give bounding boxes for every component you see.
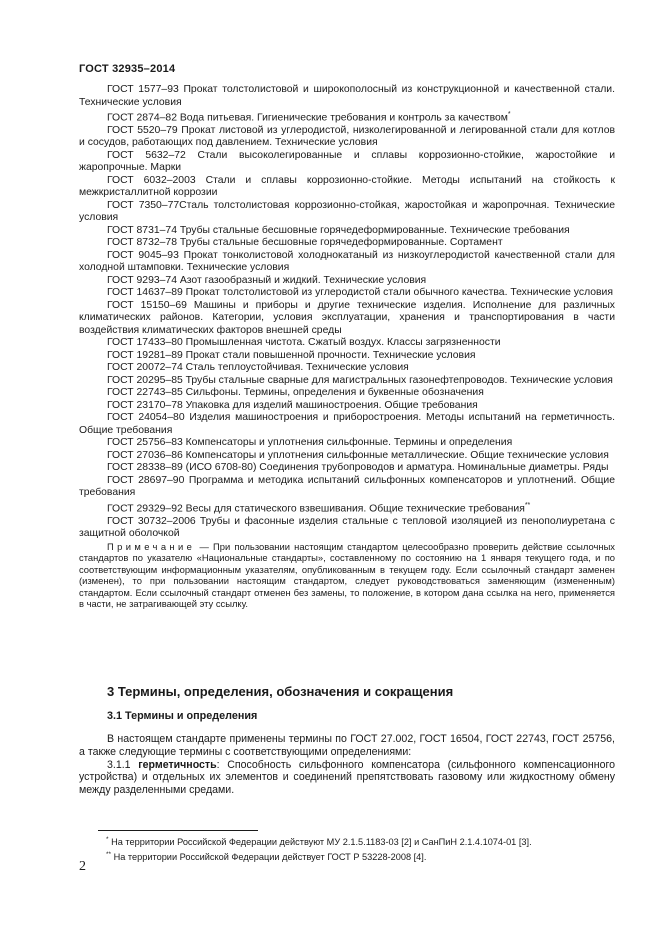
reference-text: ГОСТ 22743–85 Сильфоны. Термины, определения и буквенные обозначения bbox=[107, 387, 484, 399]
footnote-2 bbox=[106, 849, 532, 864]
reference-list bbox=[79, 84, 615, 541]
reference-text: ГОСТ 17433–80 Промышленная чистота. Сжатый воздух. Классы загрязненности bbox=[107, 337, 501, 349]
reference-text: ГОСТ 30732–2006 Трубы и фасонные изделия стальные с тепловой изоляцией из пенополиуретана с защитной оболочкой bbox=[79, 515, 615, 540]
term-definition: : Способность сильфонного компенсатора (сильфонного компенсационного устройства) и отдельных их элементов и соединений препятствовать газовому или жидкостному обмену между разделенными средами. bbox=[79, 758, 616, 797]
term-paragraph bbox=[79, 759, 615, 797]
reference-item bbox=[79, 150, 615, 175]
reference-item bbox=[79, 225, 615, 238]
note-text: — При пользовании настоящим стандартом целесообразно проверить действие ссылочных стандартов по указателю «Национальные стандарты», составленному по состоянию на 1 января текущего года, и по соответствующим информационным указателям, опубликованным в текущем году. Если ссылочный стандарт заменен (изменен), то при пользовании настоящим стандартом, следует руководствоваться заменяющим (измененным) стандартом. Если ссылочный стандарт отменен без замены, то положение, в котором дана ссылка на него, применяется в части, не затрагивающей эту ссылку. bbox=[79, 540, 615, 610]
reference-text: ГОСТ 28697–90 Программа и методика испытаний сильфонных компенсаторов и уплотнений. Общие требования bbox=[79, 474, 615, 499]
page-number: 2 bbox=[79, 859, 86, 874]
reference-item bbox=[79, 350, 615, 363]
reference-item bbox=[79, 500, 615, 516]
reference-item bbox=[79, 387, 615, 400]
reference-item bbox=[79, 450, 615, 463]
reference-item bbox=[79, 375, 615, 388]
reference-item bbox=[79, 250, 615, 275]
footnote-text: На территории Российской Федерации действуют МУ 2.1.5.1183-03 [2] и СанПиН 2.1.4.1074-01 [3]. bbox=[111, 837, 532, 848]
reference-text: ГОСТ 8732–78 Трубы стальные бесшовные горячедеформированные. Сортамент bbox=[107, 237, 503, 249]
note-label: Примечание bbox=[107, 540, 196, 552]
reference-text: ГОСТ 29329–92 Весы для статического взвешивания. Общие технические требования bbox=[107, 503, 525, 515]
section-title: 3 Термины, определения, обозначения и сокращения bbox=[107, 684, 454, 699]
reference-text: ГОСТ 20072–74 Сталь теплоустойчивая. Технические условия bbox=[107, 362, 409, 374]
reference-text: ГОСТ 28338–89 (ИСО 6708-80) Соединения трубопроводов и арматура. Номинальные диаметры. Ряды bbox=[107, 462, 609, 474]
reference-item bbox=[79, 125, 615, 150]
note-paragraph bbox=[79, 541, 615, 610]
term-number: 3.1.1 bbox=[107, 758, 131, 771]
reference-text: ГОСТ 5520–79 Прокат листовой из углеродистой, низколегированной и легированной стали для котлов и сосудов, работающих под давлением. Технические условия bbox=[79, 124, 615, 149]
intro-paragraph: В настоящем стандарте применены термины по ГОСТ 27.002, ГОСТ 16504, ГОСТ 22743, ГОСТ 25756, а также следующие термины с соответствующими определениями: bbox=[79, 733, 615, 758]
reference-text: ГОСТ 7350–77Сталь толстолистовая коррозионно-стойкая, жаростойкая и жаропрочная. Технические условия bbox=[79, 199, 615, 224]
reference-item bbox=[79, 300, 615, 338]
reference-item bbox=[79, 200, 615, 225]
reference-item bbox=[79, 462, 615, 475]
reference-text: ГОСТ 19281–89 Прокат стали повышенной прочности. Технические условия bbox=[107, 349, 476, 361]
footnotes bbox=[106, 834, 532, 863]
reference-text: ГОСТ 9045–93 Прокат тонколистовой холоднокатаный из низкоуглеродистой качественной стали для холодной штамповки. Технические условия bbox=[79, 249, 615, 274]
footnote-text: На территории Российской Федерации действует ГОСТ Р 53228-2008 [4]. bbox=[113, 851, 427, 862]
reference-text: ГОСТ 5632–72 Стали высоколегированные и сплавы коррозионно-стойкие, жаростойкие и жаропрочные. Марки bbox=[79, 149, 615, 174]
reference-item bbox=[79, 516, 615, 541]
subsection-title: 3.1 Термины и определения bbox=[107, 710, 258, 722]
footnote-mark: * bbox=[507, 111, 511, 118]
reference-text: ГОСТ 2874–82 Вода питьевая. Гигиенические требования и контроль за качеством bbox=[107, 112, 508, 124]
reference-item bbox=[79, 175, 615, 200]
reference-item bbox=[79, 84, 615, 109]
section-body bbox=[79, 733, 615, 797]
reference-text: ГОСТ 15150–69 Машины и приборы и другие технические изделия. Исполнение для различных климатических районов. Категории, условия эксплуатации, хранения и транспортирования в части воздействия климатических факторов внешней среды bbox=[79, 299, 615, 336]
reference-text: ГОСТ 9293–74 Азот газообразный и жидкий. Технические условия bbox=[107, 274, 427, 286]
reference-text: ГОСТ 23170–78 Упаковка для изделий машиностроения. Общие требования bbox=[107, 399, 478, 411]
reference-text: ГОСТ 24054–80 Изделия машиностроения и приборостроения. Методы испытаний на герметичность. Общие требования bbox=[79, 412, 615, 436]
reference-item bbox=[79, 287, 615, 300]
reference-item bbox=[79, 237, 615, 250]
reference-item bbox=[79, 337, 615, 350]
reference-text: ГОСТ 8731–74 Трубы стальные бесшовные горячедеформированные. Технические требования bbox=[107, 224, 570, 236]
reference-item bbox=[79, 412, 615, 437]
footnote-1 bbox=[106, 834, 532, 849]
footnote-mark: ** bbox=[106, 850, 112, 858]
reference-item bbox=[79, 400, 615, 413]
normative-references bbox=[79, 84, 615, 610]
reference-text: ГОСТ 25756–83 Компенсаторы и уплотнения сильфонные. Термины и определения bbox=[107, 437, 513, 449]
footnote-separator bbox=[98, 830, 258, 831]
reference-text: ГОСТ 14637–89 Прокат толстолистовой из углеродистой стали обычного качества. Технические условия bbox=[107, 287, 613, 299]
reference-item bbox=[79, 362, 615, 375]
reference-item bbox=[79, 437, 615, 450]
reference-item bbox=[79, 275, 615, 288]
reference-text: ГОСТ 27036–86 Компенсаторы и уплотнения сильфонные металлические. Общие технические условия bbox=[107, 449, 609, 461]
reference-text: ГОСТ 1577–93 Прокат толстолистовой и широкополосный из конструкционной и качественной стали. Технические условия bbox=[79, 84, 615, 108]
reference-text: ГОСТ 20295–85 Трубы стальные сварные для магистральных газонефтепроводов. Технические условия bbox=[107, 374, 613, 386]
reference-text: ГОСТ 6032–2003 Стали и сплавы коррозионно-стойкие. Методы испытаний на стойкость к межкристаллитной коррозии bbox=[79, 174, 615, 199]
document-header: ГОСТ 32935–2014 bbox=[79, 63, 176, 75]
term-name: герметичность bbox=[138, 758, 217, 771]
reference-item bbox=[79, 109, 615, 125]
reference-item bbox=[79, 475, 615, 500]
footnote-mark: * bbox=[106, 836, 109, 843]
footnote-mark: ** bbox=[524, 501, 531, 509]
